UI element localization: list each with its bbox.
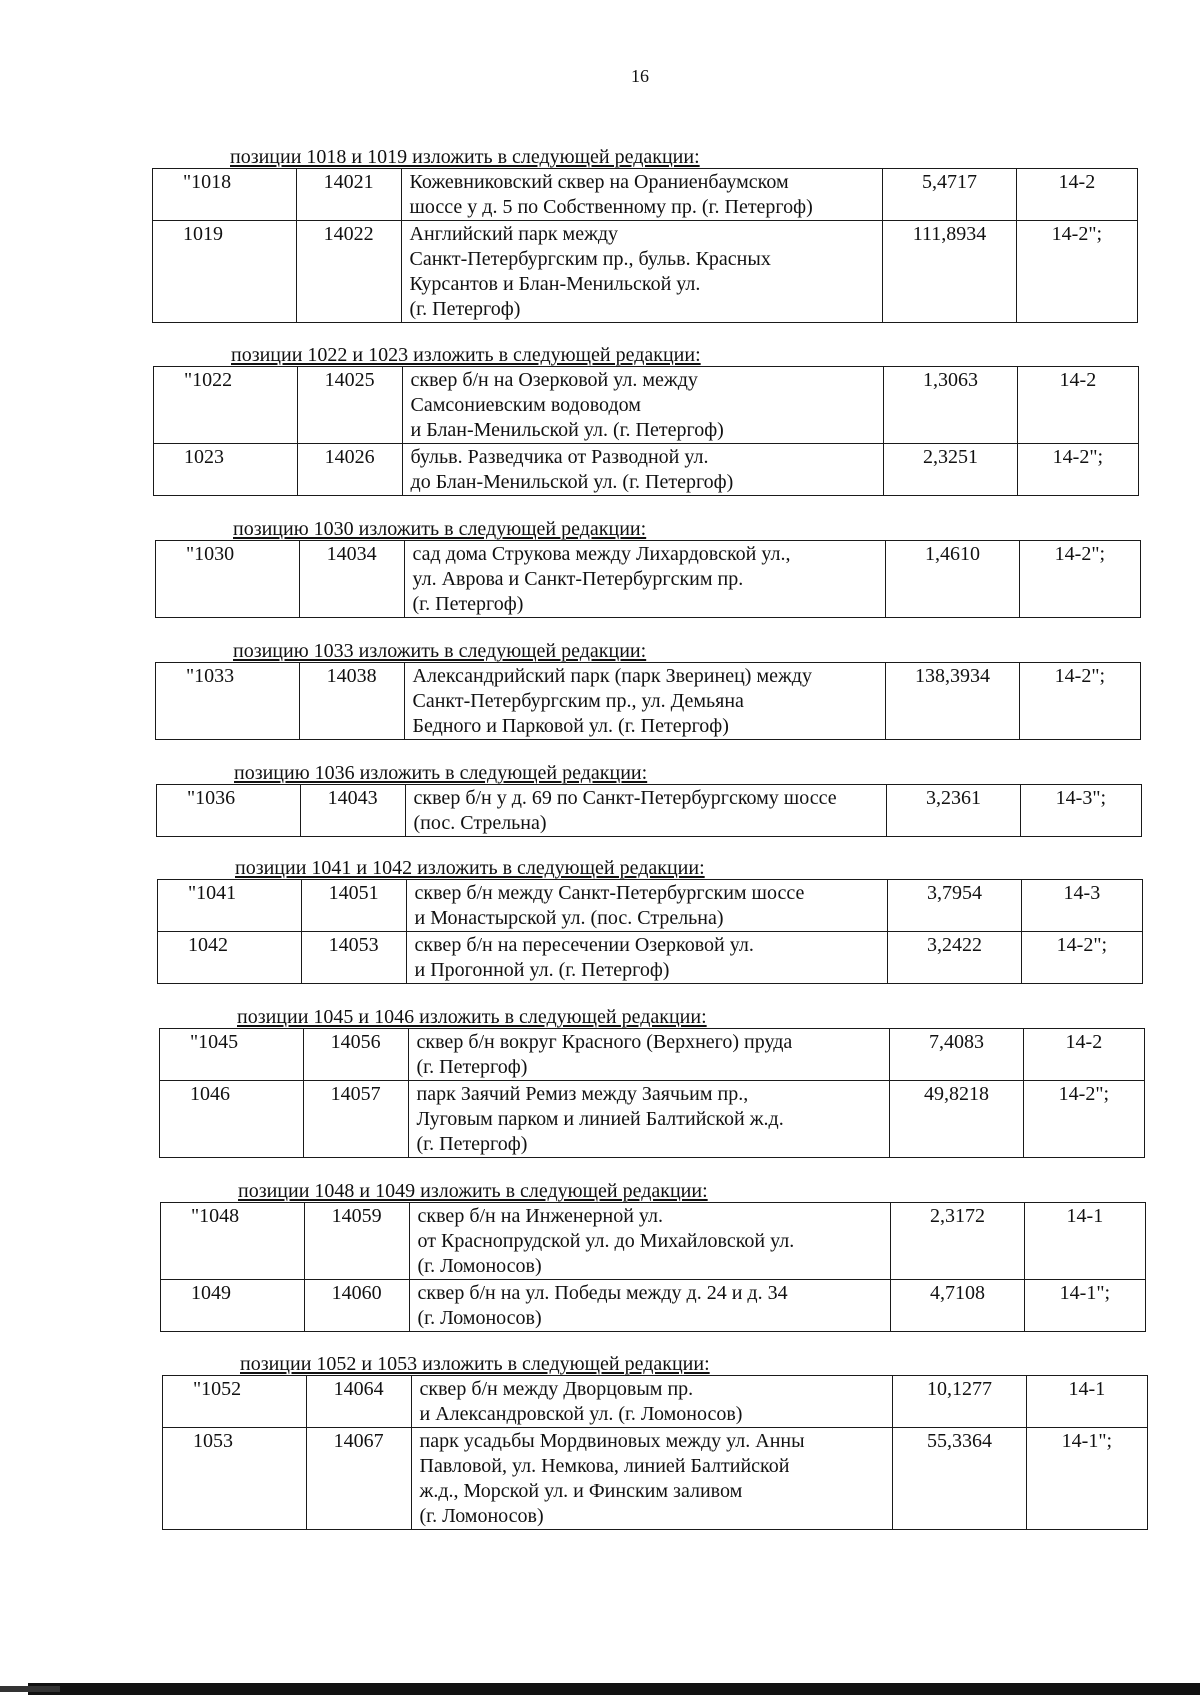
section-3 <box>155 640 1141 740</box>
object-code: 14060 <box>304 1280 409 1332</box>
table-row <box>163 1428 1148 1530</box>
description-line: сквер б/н на Инженерной ул. <box>417 1205 663 1227</box>
description-line: сквер б/н у д. 69 по Санкт-Петербургскому шоссе <box>413 787 837 809</box>
description-line: (г. Ломоносов) <box>417 1255 542 1277</box>
description-line: ул. Аврова и Санкт-Петербургским пр. <box>412 568 744 590</box>
description-line: (г. Ломоносов) <box>417 1307 542 1329</box>
description-line: парк Заячий Ремиз между Заячьим пр., <box>416 1083 749 1105</box>
object-code: 14067 <box>306 1428 411 1530</box>
table-row <box>157 785 1142 837</box>
object-description <box>401 169 883 221</box>
section-2 <box>155 518 1141 618</box>
object-description <box>401 221 883 323</box>
section-6 <box>159 1006 1145 1158</box>
positions-table <box>153 366 1139 496</box>
description-line: (г. Петергоф) <box>416 1056 528 1078</box>
area-value: 111,8934 <box>883 221 1016 323</box>
area-value: 3,7954 <box>888 880 1021 932</box>
description-line: сквер б/н на ул. Победы между д. 24 и д. 34 <box>417 1282 788 1304</box>
object-code: 14053 <box>301 932 406 984</box>
object-description <box>404 663 886 740</box>
object-code: 14051 <box>301 880 406 932</box>
description-line: сквер б/н между Санкт-Петербургским шоссе <box>414 882 805 904</box>
description-line: шоссе у д. 5 по Собственному пр. (г. Петергоф) <box>409 196 813 218</box>
description-line: сквер б/н между Дворцовым пр. <box>419 1378 694 1400</box>
section-0 <box>152 146 1138 323</box>
section-caption: позиции 1052 и 1053 изложить в следующей редакции: <box>240 1353 710 1375</box>
description-line: до Блан-Менильской ул. (г. Петергоф) <box>410 471 734 493</box>
object-code: 14056 <box>303 1029 408 1081</box>
object-description <box>408 1029 890 1081</box>
table-row <box>156 663 1141 740</box>
table-row <box>154 444 1139 496</box>
object-code: 14043 <box>300 785 405 837</box>
description-line: Бедного и Парковой ул. (г. Петергоф) <box>412 715 729 737</box>
object-code: 14059 <box>304 1203 409 1280</box>
position-number: "1030 <box>156 541 300 618</box>
zone-code: 14-2"; <box>1023 1081 1144 1158</box>
section-caption: позиции 1045 и 1046 изложить в следующей редакции: <box>237 1006 707 1028</box>
position-number: "1033 <box>156 663 300 740</box>
position-number: "1036 <box>157 785 301 837</box>
table-row <box>161 1280 1146 1332</box>
positions-table <box>159 1028 1145 1158</box>
scan-edge-corner <box>0 1686 60 1692</box>
description-line: сквер б/н на Озерковой ул. между <box>410 369 698 391</box>
zone-code: 14-2"; <box>1016 221 1137 323</box>
position-number: 1053 <box>163 1428 307 1530</box>
table-row <box>160 1029 1145 1081</box>
table-row <box>163 1376 1148 1428</box>
object-description <box>402 444 884 496</box>
zone-code: 14-2 <box>1017 367 1138 444</box>
area-value: 10,1277 <box>893 1376 1026 1428</box>
object-description <box>408 1081 890 1158</box>
section-5 <box>157 857 1143 984</box>
table-row <box>154 367 1139 444</box>
positions-table <box>157 879 1143 984</box>
description-line: бульв. Разведчика от Разводной ул. <box>410 446 709 468</box>
description-line: ж.д., Морской ул. и Финским заливом <box>419 1480 743 1502</box>
section-caption: позиции 1048 и 1049 изложить в следующей редакции: <box>238 1180 708 1202</box>
description-line: сквер б/н на пересечении Озерковой ул. <box>414 934 754 956</box>
table-row <box>153 169 1138 221</box>
zone-code: 14-3"; <box>1020 785 1141 837</box>
description-line: и Александровской ул. (г. Ломоносов) <box>419 1403 743 1425</box>
area-value: 55,3364 <box>893 1428 1026 1530</box>
position-number: 1023 <box>154 444 298 496</box>
position-number: "1052 <box>163 1376 307 1428</box>
description-line: Санкт-Петербургским пр., ул. Демьяна <box>412 690 744 712</box>
description-line: Павловой, ул. Немкова, линией Балтийской <box>419 1455 790 1477</box>
positions-table <box>160 1202 1146 1332</box>
description-line: Кожевниковский сквер на Ораниенбаумском <box>409 171 789 193</box>
object-code: 14057 <box>303 1081 408 1158</box>
description-line: и Прогонной ул. (г. Петергоф) <box>414 959 670 981</box>
description-line: (пос. Стрельна) <box>413 812 547 834</box>
area-value: 4,7108 <box>891 1280 1024 1332</box>
description-line: и Блан-Менильской ул. (г. Петергоф) <box>410 419 724 441</box>
description-line: Александрийский парк (парк Зверинец) между <box>412 665 812 687</box>
position-number: "1045 <box>160 1029 304 1081</box>
object-description <box>409 1203 891 1280</box>
section-caption: позиции 1018 и 1019 изложить в следующей редакции: <box>230 146 700 168</box>
zone-code: 14-3 <box>1021 880 1142 932</box>
section-caption: позицию 1030 изложить в следующей редакции: <box>233 518 647 540</box>
zone-code: 14-2"; <box>1017 444 1138 496</box>
object-description <box>409 1280 891 1332</box>
description-line: сад дома Струкова между Лихардовской ул., <box>412 543 791 565</box>
object-description <box>411 1376 893 1428</box>
table-row <box>153 221 1138 323</box>
section-caption: позицию 1036 изложить в следующей редакции: <box>234 762 648 784</box>
section-caption: позиции 1022 и 1023 изложить в следующей редакции: <box>231 344 701 366</box>
area-value: 2,3251 <box>884 444 1017 496</box>
area-value: 5,4717 <box>883 169 1016 221</box>
description-line: и Монастырской ул. (пос. Стрельна) <box>414 907 724 929</box>
area-value: 2,3172 <box>891 1203 1024 1280</box>
table-row <box>160 1081 1145 1158</box>
area-value: 1,3063 <box>884 367 1017 444</box>
object-code: 14026 <box>297 444 402 496</box>
object-code: 14038 <box>299 663 404 740</box>
object-code: 14064 <box>306 1376 411 1428</box>
description-line: Английский парк между <box>409 223 619 245</box>
area-value: 7,4083 <box>890 1029 1023 1081</box>
section-4 <box>156 762 1142 837</box>
description-line: Санкт-Петербургским пр., бульв. Красных <box>409 248 771 270</box>
position-number: 1042 <box>158 932 302 984</box>
object-description <box>404 541 886 618</box>
positions-table <box>155 540 1141 618</box>
area-value: 138,3934 <box>886 663 1019 740</box>
description-line: (г. Петергоф) <box>409 298 521 320</box>
description-line: (г. Ломоносов) <box>419 1505 544 1527</box>
area-value: 3,2422 <box>888 932 1021 984</box>
section-8 <box>162 1353 1148 1530</box>
page-number: 16 <box>631 66 649 86</box>
description-line: парк усадьбы Мордвиновых между ул. Анны <box>419 1430 805 1452</box>
zone-code: 14-1 <box>1024 1203 1145 1280</box>
zone-code: 14-2"; <box>1019 541 1140 618</box>
position-number: 1019 <box>153 221 297 323</box>
object-description <box>406 932 888 984</box>
position-number: "1041 <box>158 880 302 932</box>
zone-code: 14-2 <box>1016 169 1137 221</box>
description-line: Луговым парком и линией Балтийской ж.д. <box>416 1108 784 1130</box>
section-7 <box>160 1180 1146 1332</box>
section-1 <box>153 344 1139 496</box>
position-number: "1022 <box>154 367 298 444</box>
positions-table <box>162 1375 1148 1530</box>
position-number: 1049 <box>161 1280 305 1332</box>
table-row <box>156 541 1141 618</box>
description-line: сквер б/н вокруг Красного (Верхнего) пруда <box>416 1031 793 1053</box>
zone-code: 14-1"; <box>1026 1428 1147 1530</box>
section-caption: позицию 1033 изложить в следующей редакции: <box>233 640 647 662</box>
zone-code: 14-1 <box>1026 1376 1147 1428</box>
object-description <box>402 367 884 444</box>
positions-table <box>156 784 1142 837</box>
positions-table <box>152 168 1138 323</box>
object-description <box>406 880 888 932</box>
section-caption: позиции 1041 и 1042 изложить в следующей редакции: <box>235 857 705 879</box>
position-number: "1048 <box>161 1203 305 1280</box>
table-row <box>161 1203 1146 1280</box>
zone-code: 14-2 <box>1023 1029 1144 1081</box>
description-line: Курсантов и Блан-Менильской ул. <box>409 273 701 295</box>
position-number: 1046 <box>160 1081 304 1158</box>
table-row <box>158 932 1143 984</box>
object-description <box>405 785 887 837</box>
object-code: 14034 <box>299 541 404 618</box>
zone-code: 14-2"; <box>1019 663 1140 740</box>
area-value: 3,2361 <box>887 785 1020 837</box>
description-line: Самсониевским водоводом <box>410 394 641 416</box>
description-line: (г. Петергоф) <box>416 1133 528 1155</box>
zone-code: 14-1"; <box>1024 1280 1145 1332</box>
object-description <box>411 1428 893 1530</box>
object-code: 14025 <box>297 367 402 444</box>
table-row <box>158 880 1143 932</box>
description-line: (г. Петергоф) <box>412 593 524 615</box>
zone-code: 14-2"; <box>1021 932 1142 984</box>
positions-table <box>155 662 1141 740</box>
area-value: 49,8218 <box>890 1081 1023 1158</box>
object-code: 14021 <box>296 169 401 221</box>
position-number: "1018 <box>153 169 297 221</box>
area-value: 1,4610 <box>886 541 1019 618</box>
object-code: 14022 <box>296 221 401 323</box>
scan-edge <box>28 1683 1200 1695</box>
description-line: от Краснопрудской ул. до Михайловской ул. <box>417 1230 795 1252</box>
